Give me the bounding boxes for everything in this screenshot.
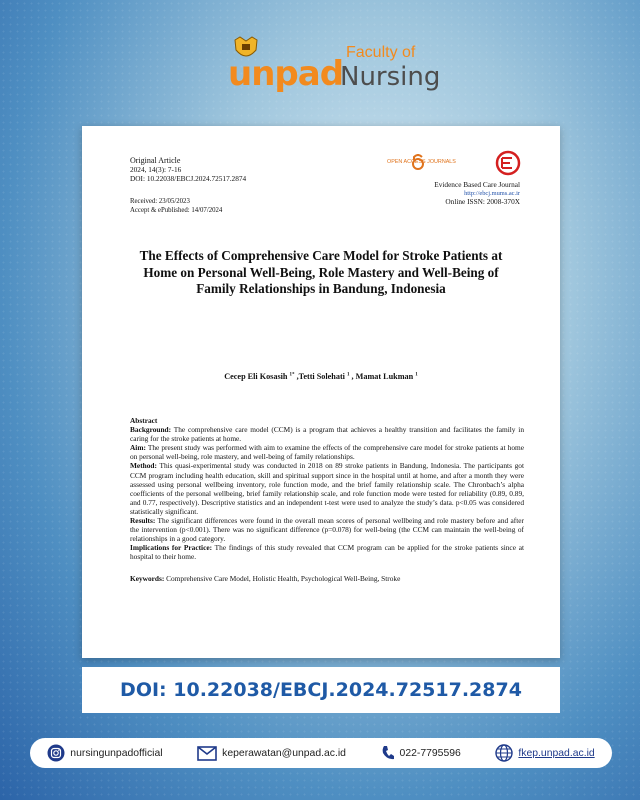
received-date: Received: 23/05/2023 [130,198,190,205]
journal-info [434,181,520,207]
abstract-results: Results: The significant differences were found in the overall mean scores of personal wellbeing and role mastery before and after the intervention (p<0.001). There was no significant difference (p=0.078) for well-being (the CCM can maintain the well-being of relationships in a good category. [130,516,524,544]
website-link[interactable]: fkep.unpad.ac.id [518,747,595,759]
abstract [130,416,524,583]
article-title: The Effects of Comprehensive Care Model for Stroke Patients at Home on Personal Well-Being, Role Mastery and Well-Being of Family Relationships in Bandung, Indonesia [139,248,503,297]
open-access-badge [387,154,469,170]
abstract-implications: Implications for Practice: The findings of this study revealed that CCM program can be applied for the stroke patients since at hospital to their home. [130,543,524,562]
open-access-text: OPEN ACCESS JOURNALS [387,159,456,165]
journal-logo-icon [495,150,521,176]
author-name: , Mamat Lukman [351,372,414,381]
article-volume: 2024, 14(3): 7-16 [130,165,182,174]
abstract-background: Background: The comprehensive care model (CCM) is a program that achieves a healthy transition and facilitates the family in caring for the stroke patients at home. [130,425,524,444]
article-meta [130,156,246,183]
phone-icon [381,745,395,761]
article-dates [130,198,222,215]
author-name: ,Tetti Solehati [296,372,345,381]
email-icon [197,746,217,761]
globe-icon [495,744,513,762]
author-name: Cecep Eli Kosasih [224,372,288,381]
abstract-aim: Aim: The present study was performed with aim to examine the effects of the comprehensive care model for stroke patients at home on personal well-being, role mastery, and well-being of family relationships. [130,443,524,462]
author-affiliation: 1 [415,372,418,378]
journal-name: Evidence Based Care Journal [434,180,520,189]
abstract-method: Method: This quasi-experimental study was conducted in 2018 on 89 stroke patients in Bandung, Indonesia. The participants got CCM program including health education, skill and spiritual support since in the hospital until at home, and after a month they were assessed using personal wellbeing inventory, role function mode, and the brief family relationship scale. The Chronbach’s alpha coefficients of the personal wellbeing, brief family relationship scale, and role function mode were tested for reliability (0.89, 0.89, and 0.77, respectively). Descriptive statistics and an independent t-test were used to analyze the study’s data. p<0.05 was considered statistically significant. [130,461,524,516]
phone-contact[interactable] [381,745,461,761]
article-page [82,126,560,658]
journal-issn: Online ISSN: 2008-370X [445,197,520,207]
unpad-nursing-logo [228,30,441,98]
author-list [82,372,560,381]
instagram-icon [47,744,65,762]
instagram-contact[interactable] [47,744,162,762]
website-contact[interactable] [495,744,594,762]
logo-wordmark: unpad [228,54,344,94]
abstract-heading: Abstract [130,416,158,425]
email-address: keperawatan@unpad.ac.id [222,747,346,759]
author-affiliation: 1 [347,372,350,378]
instagram-handle: nursingunpadofficial [70,747,163,759]
nursing-label: Nursing [340,62,441,92]
abstract-keywords: Keywords: Comprehensive Care Model, Holistic Health, Psychological Well-Being, Stroke [130,573,401,583]
faculty-label: Faculty of [346,44,416,61]
email-contact[interactable] [197,746,346,761]
accepted-date: Accept & ePublished: 14/07/2024 [130,206,223,214]
author-affiliation: 1* [289,372,295,378]
doi-banner: DOI: 10.22038/EBCJ.2024.72517.2874 [82,667,560,713]
journal-url[interactable]: http://ebcj.mums.ac.ir [464,189,520,197]
article-type: Original Article [130,156,181,165]
contact-bar [30,738,612,768]
phone-number: 022-7795596 [399,747,461,759]
article-doi: DOI: 10.22038/EBCJ.2024.72517.2874 [130,174,247,183]
